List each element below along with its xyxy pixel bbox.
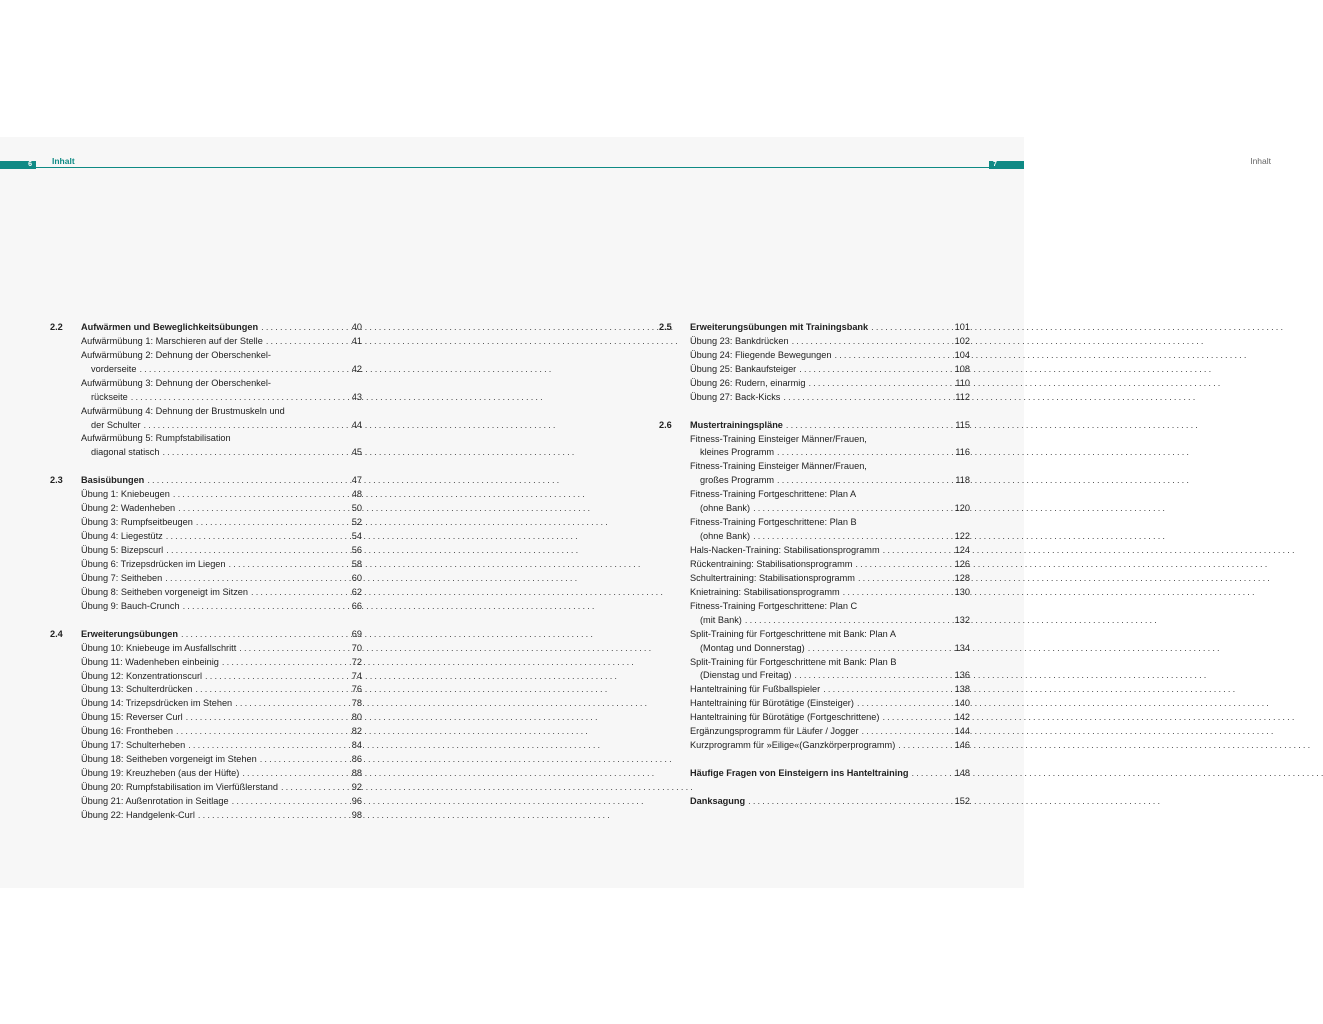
entry-page-number: 62: [351, 586, 362, 597]
toc-entry[interactable]: [50, 684, 362, 698]
entry-title: Übung 26: Rudern, einarmig: [690, 377, 806, 388]
entry-title: Ergänzungsprogramm für Läufer / Jogger: [690, 726, 859, 737]
entry-title: Schultertraining: Stabilisationsprogramm: [690, 572, 855, 583]
entry-page-number: 132: [954, 614, 970, 625]
toc-entry[interactable]: [659, 656, 970, 670]
toc-entry[interactable]: [50, 572, 362, 586]
entry-title: Übung 11: Wadenheben einbeinig: [81, 656, 219, 667]
entry-page-number: 43: [351, 391, 362, 402]
section-number: 2.3: [50, 475, 63, 486]
section-page-number: 115: [955, 419, 970, 430]
toc-entry[interactable]: [50, 502, 362, 516]
entry-page-number: 44: [351, 419, 362, 430]
dot-leader: [183, 600, 335, 614]
dot-leader: [266, 335, 335, 349]
toc-entry[interactable]: [50, 349, 362, 363]
toc-entry[interactable]: [659, 447, 970, 461]
toc-entry[interactable]: [659, 544, 970, 558]
toc-section: [659, 795, 970, 809]
section-page-number: 47: [351, 475, 362, 486]
left-running-header: Inhalt: [52, 156, 75, 166]
entry-page-number: 136: [954, 670, 970, 681]
entry-title: Übung 16: Frontheben: [81, 726, 173, 737]
entry-page-number: 138: [954, 684, 970, 695]
dot-leader: [166, 530, 335, 544]
left-page-number: 6: [0, 161, 36, 169]
toc-entry[interactable]: [659, 363, 970, 377]
toc-entry[interactable]: [50, 335, 362, 349]
entry-page-number: 110: [955, 377, 970, 388]
toc-section-heading[interactable]: [659, 321, 970, 335]
entry-page-number: 126: [954, 558, 970, 569]
dot-leader: [261, 321, 335, 335]
dot-leader: [792, 335, 943, 349]
toc-entry[interactable]: [50, 488, 362, 502]
entry-title: großes Programm: [700, 475, 775, 486]
dot-leader: [165, 572, 335, 586]
dot-leader: [855, 558, 943, 572]
dot-leader: [198, 809, 335, 823]
entry-page-number: 128: [954, 572, 970, 583]
toc-entry[interactable]: [50, 670, 362, 684]
dot-leader: [857, 697, 943, 711]
entry-title: Übung 24: Fliegende Bewegungen: [690, 349, 832, 360]
entry-title: Übung 18: Seitheben vorgeneigt im Stehen: [81, 754, 257, 765]
entry-title: Übung 5: Bizepscurl: [81, 545, 164, 556]
toc-entry[interactable]: [50, 446, 362, 460]
toc-entry[interactable]: [659, 572, 970, 586]
entry-page-number: 108: [954, 363, 970, 374]
entry-title: rückseite: [91, 391, 128, 402]
toc-right-column: [659, 321, 970, 823]
entry-title: Übung 9: Bauch-Crunch: [81, 600, 180, 611]
entry-title: Übung 10: Kniebeuge im Ausfallschritt: [81, 642, 237, 653]
entry-page-number: 88: [351, 768, 362, 779]
dot-leader: [823, 683, 943, 697]
dot-leader: [229, 558, 335, 572]
section-number: 2.4: [50, 628, 63, 639]
toc-entry[interactable]: [659, 516, 970, 530]
section-page-number: 148: [954, 768, 970, 779]
dot-leader: [777, 474, 943, 488]
entry-page-number: 56: [351, 545, 362, 556]
entry-title: Aufwärmübung 5: Rumpfstabilisation: [81, 433, 231, 444]
toc-entry[interactable]: [50, 795, 362, 809]
entry-title: diagonal statisch: [91, 447, 160, 458]
entry-page-number: 140: [954, 698, 970, 709]
entry-title: (Dienstag und Freitag): [700, 670, 792, 681]
toc-entry[interactable]: [659, 530, 970, 544]
entry-title: Übung 4: Liegestütz: [81, 531, 163, 542]
entry-title: Übung 12: Konzentrationscurl: [81, 670, 203, 681]
toc-entry[interactable]: [659, 697, 970, 711]
dot-leader: [162, 446, 335, 460]
section-title: Aufwärmen und Beweglichkeitsübungen: [81, 321, 259, 332]
toc-entry[interactable]: [659, 558, 970, 572]
entry-title: Fitness-Training Fortgeschrittene: Plan B: [690, 517, 857, 528]
dot-leader: [748, 795, 943, 809]
dot-leader: [144, 419, 335, 433]
section-title: Erweiterungsübungen: [81, 628, 178, 639]
entry-title: Fitness-Training Fortgeschrittene: Plan C: [690, 600, 858, 611]
toc-entry[interactable]: [659, 460, 970, 474]
entry-title: (ohne Bank): [700, 531, 751, 542]
entry-page-number: 58: [351, 558, 362, 569]
toc-section-heading[interactable]: [659, 419, 970, 433]
entry-page-number: 60: [351, 572, 362, 583]
entry-title: Aufwärmübung 4: Dehnung der Brustmuskeln und: [81, 405, 285, 416]
entry-page-number: 86: [351, 754, 362, 765]
toc-entry[interactable]: [659, 502, 970, 516]
entry-page-number: 134: [954, 642, 970, 653]
entry-page-number: 122: [954, 531, 970, 542]
toc-left-column: [50, 321, 362, 837]
entry-title: kleines Programm: [700, 447, 775, 458]
dot-leader: [912, 767, 944, 781]
toc-entry[interactable]: [50, 419, 362, 433]
dot-leader: [188, 739, 335, 753]
entry-title: (mit Bank): [700, 614, 742, 625]
dot-leader: [281, 781, 335, 795]
dot-leader: [181, 628, 335, 642]
dot-leader: [808, 377, 943, 391]
entry-title: Übung 14: Trizepsdrücken im Stehen: [81, 698, 233, 709]
dot-leader: [176, 725, 335, 739]
dot-leader: [166, 544, 335, 558]
entry-title: Übung 25: Bankaufsteiger: [690, 363, 797, 374]
dot-leader: [745, 614, 943, 628]
toc-entry[interactable]: [50, 753, 362, 767]
dot-leader: [239, 642, 335, 656]
dot-leader: [232, 795, 335, 809]
dot-leader: [799, 363, 943, 377]
toc-entry[interactable]: [50, 558, 362, 572]
section-page-number: 69: [351, 628, 362, 639]
entry-page-number: 54: [351, 531, 362, 542]
toc-entry[interactable]: [659, 488, 970, 502]
dot-leader: [147, 474, 335, 488]
entry-title: Knietraining: Stabilisationsprogramm: [690, 586, 840, 597]
dot-leader: [186, 711, 335, 725]
section-page-number: 152: [954, 796, 970, 807]
entry-title: Aufwärmübung 3: Dehnung der Oberschenkel-: [81, 377, 271, 388]
toc-entry[interactable]: [659, 377, 970, 391]
entry-title: Split-Training für Fortgeschrittene mit Bank: Plan B: [690, 656, 897, 667]
dot-leader: [205, 670, 335, 684]
entry-title: Übung 3: Rumpfseitbeugen: [81, 517, 193, 528]
dot-leader: [251, 586, 335, 600]
entry-title: vorderseite: [91, 363, 137, 374]
entry-page-number: 80: [351, 712, 362, 723]
section-number: 2.5: [659, 321, 672, 332]
entry-title: Aufwärmübung 2: Dehnung der Oberschenkel-: [81, 349, 271, 360]
toc-entry[interactable]: [50, 600, 362, 614]
toc-entry[interactable]: [659, 614, 970, 628]
dot-leader: [195, 683, 335, 697]
right-header-rule: [512, 167, 989, 168]
entry-title: Übung 22: Handgelenk-Curl: [81, 809, 195, 820]
entry-page-number: 84: [351, 740, 362, 751]
dot-leader: [858, 572, 943, 586]
entry-page-number: 144: [954, 726, 970, 737]
section-title: Erweiterungsübungen mit Trainingsbank: [690, 321, 869, 332]
entry-title: Übung 17: Schulterheben: [81, 740, 186, 751]
toc-entry[interactable]: [50, 697, 362, 711]
entry-page-number: 116: [955, 447, 970, 458]
dot-leader: [808, 642, 943, 656]
entry-title: Übung 7: Seitheben: [81, 572, 163, 583]
toc-entry[interactable]: [659, 474, 970, 488]
toc-entry[interactable]: [50, 809, 362, 823]
toc-entry[interactable]: [50, 405, 362, 419]
entry-title: der Schulter: [91, 419, 141, 430]
toc-entry[interactable]: [659, 349, 970, 363]
entry-page-number: 142: [954, 712, 970, 723]
toc-entry[interactable]: [659, 683, 970, 697]
toc-entry[interactable]: [659, 600, 970, 614]
toc-entry[interactable]: [659, 391, 970, 405]
entry-page-number: 48: [351, 489, 362, 500]
section-title: Häufige Fragen von Einsteigern ins Hanteltraining: [690, 768, 909, 779]
dot-leader: [783, 391, 943, 405]
toc-entry[interactable]: [50, 516, 362, 530]
entry-title: Übung 27: Back-Kicks: [690, 391, 781, 402]
dot-leader: [883, 544, 943, 558]
entry-title: Fitness-Training Einsteiger Männer/Frauen,: [690, 461, 867, 472]
entry-page-number: 52: [351, 517, 362, 528]
entry-page-number: 92: [351, 782, 362, 793]
entry-page-number: 130: [954, 586, 970, 597]
toc-entry[interactable]: [50, 642, 362, 656]
toc-section: [659, 419, 970, 754]
section-page-number: 40: [351, 321, 362, 332]
toc-section-heading[interactable]: [659, 795, 970, 809]
entry-title: Übung 15: Reverser Curl: [81, 712, 183, 723]
toc-entry[interactable]: [659, 628, 970, 642]
dot-leader: [173, 488, 335, 502]
dot-leader: [753, 502, 943, 516]
dot-leader: [898, 739, 943, 753]
entry-page-number: 76: [351, 684, 362, 695]
entry-title: Fitness-Training Einsteiger Männer/Frauen,: [690, 433, 867, 444]
toc-entry[interactable]: [50, 711, 362, 725]
toc-entry[interactable]: [659, 711, 970, 725]
dot-leader: [753, 530, 943, 544]
toc-entry[interactable]: [50, 781, 362, 795]
dot-leader: [139, 363, 335, 377]
entry-title: Split-Training für Fortgeschrittene mit Bank: Plan A: [690, 628, 896, 639]
section-number: 2.2: [50, 321, 63, 332]
right-running-header: Inhalt: [1250, 156, 1271, 166]
entry-title: Kurzprogramm für »Eilige«(Ganzkörperprogramm): [690, 740, 896, 751]
entry-title: (ohne Bank): [700, 503, 751, 514]
left-header-rule: [36, 167, 512, 168]
toc-entry[interactable]: [50, 739, 362, 753]
dot-leader: [131, 391, 335, 405]
entry-page-number: 70: [351, 642, 362, 653]
dot-leader: [235, 697, 335, 711]
entry-title: Übung 1: Kniebeugen: [81, 489, 170, 500]
dot-leader: [882, 711, 943, 725]
entry-title: Übung 21: Außenrotation in Seitlage: [81, 795, 229, 806]
entry-title: Hanteltraining für Fußballspieler: [690, 684, 821, 695]
entry-page-number: 45: [351, 447, 362, 458]
entry-page-number: 82: [351, 726, 362, 737]
entry-page-number: 66: [351, 600, 362, 611]
section-number: 2.6: [659, 419, 672, 430]
toc-entry[interactable]: [50, 391, 362, 405]
toc-entry[interactable]: [50, 656, 362, 670]
section-title: Basisübungen: [81, 475, 145, 486]
toc-entry[interactable]: [659, 670, 970, 684]
toc-section-heading[interactable]: [50, 628, 362, 642]
entry-page-number: 42: [351, 363, 362, 374]
toc-entry[interactable]: [50, 433, 362, 447]
section-title: Danksagung: [690, 796, 746, 807]
entry-title: Übung 20: Rumpfstabilisation im Vierfüßlerstand: [81, 782, 278, 793]
dot-leader: [242, 767, 335, 781]
right-page-number: 7: [989, 161, 1024, 169]
entry-page-number: 118: [955, 475, 970, 486]
entry-title: Übung 23: Bankdrücken: [690, 335, 789, 346]
section-title: Mustertrainingspläne: [690, 419, 783, 430]
entry-title: Übung 13: Schulterdrücken: [81, 684, 193, 695]
toc-section: [659, 767, 970, 781]
entry-page-number: 50: [351, 503, 362, 514]
entry-page-number: 146: [954, 740, 970, 751]
dot-leader: [835, 349, 944, 363]
dot-leader: [222, 656, 335, 670]
entry-title: Übung 19: Kreuzheben (aus der Hüfte): [81, 768, 240, 779]
dot-leader: [786, 419, 943, 433]
toc-entry[interactable]: [50, 725, 362, 739]
dot-leader: [178, 502, 335, 516]
toc-entry[interactable]: [50, 377, 362, 391]
toc-entry[interactable]: [659, 739, 970, 753]
entry-page-number: 98: [351, 809, 362, 820]
entry-page-number: 78: [351, 698, 362, 709]
dot-leader: [196, 516, 335, 530]
dot-leader: [794, 669, 943, 683]
toc-section-heading[interactable]: [659, 767, 970, 781]
entry-title: Hanteltraining für Bürotätige (Fortgeschrittene): [690, 712, 880, 723]
toc-entry[interactable]: [50, 544, 362, 558]
entry-title: Hanteltraining für Bürotätige (Einsteiger): [690, 698, 854, 709]
entry-page-number: 102: [954, 335, 970, 346]
dot-leader: [843, 586, 943, 600]
dot-leader: [871, 321, 943, 335]
entry-page-number: 112: [955, 391, 970, 402]
toc-section: [50, 474, 362, 613]
entry-title: Übung 8: Seitheben vorgeneigt im Sitzen: [81, 586, 249, 597]
toc-entry[interactable]: [659, 642, 970, 656]
section-page-number: 101: [954, 321, 970, 332]
toc-entry[interactable]: [50, 363, 362, 377]
toc-entry[interactable]: [659, 433, 970, 447]
toc-entry[interactable]: [659, 335, 970, 349]
dot-leader: [777, 446, 943, 460]
toc-entry[interactable]: [50, 586, 362, 600]
entry-page-number: 74: [351, 670, 362, 681]
entry-title: Übung 2: Wadenheben: [81, 503, 176, 514]
toc-section-heading[interactable]: [50, 474, 362, 488]
toc-entry[interactable]: [659, 725, 970, 739]
dot-leader: [260, 753, 335, 767]
entry-title: Hals-Nacken-Training: Stabilisationsprogramm: [690, 545, 880, 556]
entry-title: Übung 6: Trizepsdrücken im Liegen: [81, 558, 226, 569]
entry-title: Aufwärmübung 1: Marschieren auf der Stelle: [81, 335, 263, 346]
toc-entry[interactable]: [659, 586, 970, 600]
entry-page-number: 41: [351, 335, 362, 346]
entry-page-number: 104: [954, 349, 970, 360]
entry-title: (Montag und Donnerstag): [700, 642, 805, 653]
toc-section: [50, 321, 362, 460]
toc-section: [659, 321, 970, 405]
dot-leader: [862, 725, 943, 739]
toc-entry[interactable]: [50, 530, 362, 544]
entry-title: Rückentraining: Stabilisationsprogramm: [690, 558, 853, 569]
toc-entry[interactable]: [50, 767, 362, 781]
entry-page-number: 120: [954, 503, 970, 514]
entry-page-number: 72: [351, 656, 362, 667]
entry-page-number: 124: [954, 545, 970, 556]
entry-title: Fitness-Training Fortgeschrittene: Plan A: [690, 489, 857, 500]
toc-section-heading[interactable]: [50, 321, 362, 335]
entry-page-number: 96: [351, 795, 362, 806]
toc-section: [50, 628, 362, 823]
